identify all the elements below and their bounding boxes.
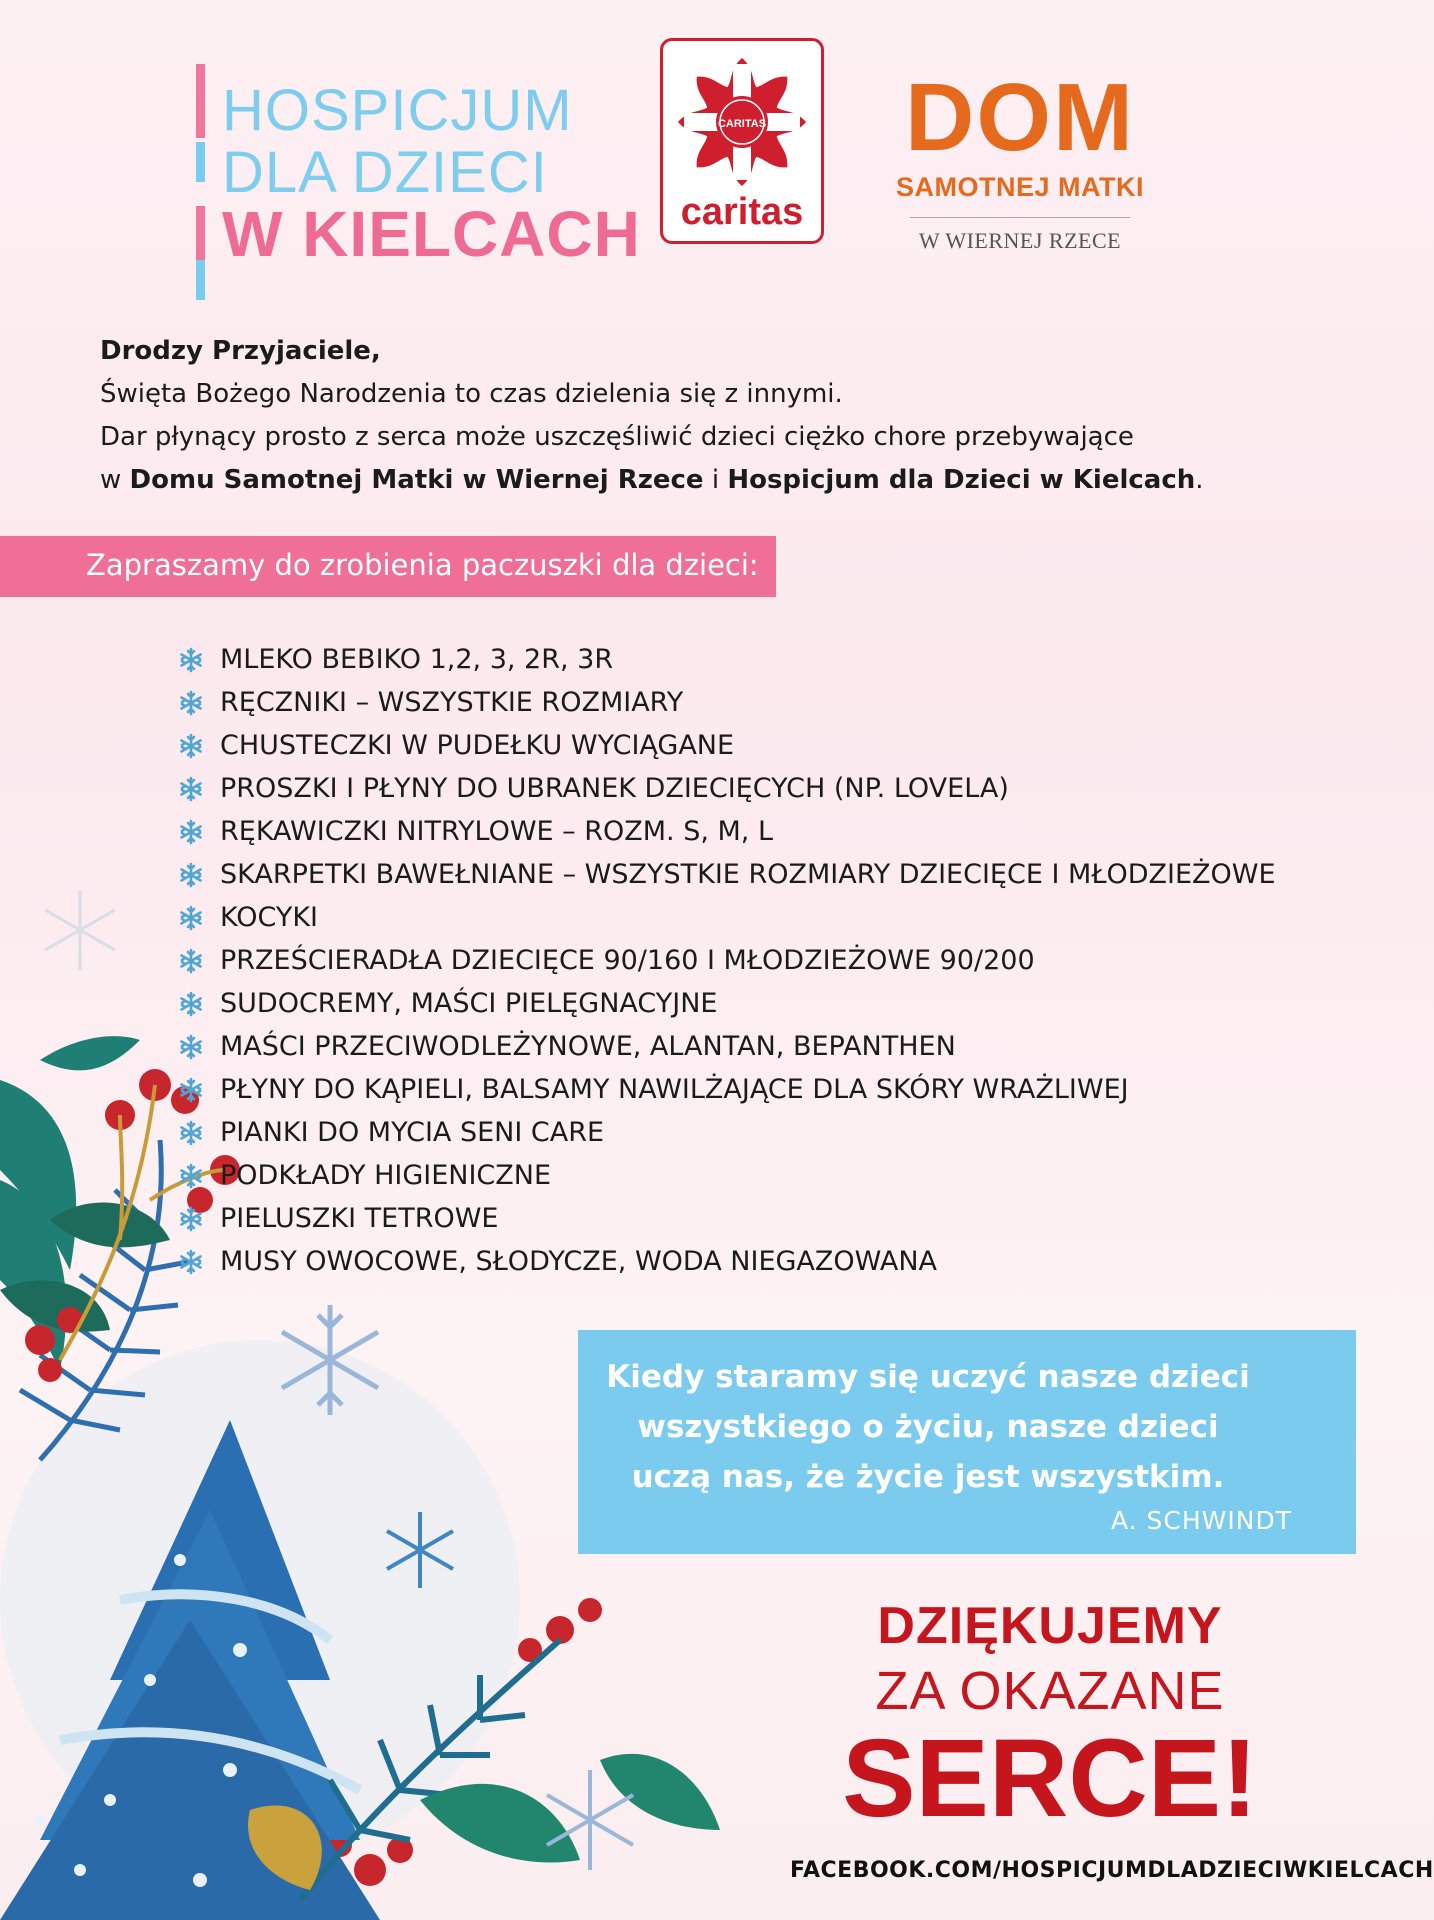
hospicjum-line-3: W KIELCACH	[222, 198, 641, 270]
snowflake-icon	[45, 890, 115, 970]
list-item	[178, 982, 1276, 1025]
list-item	[178, 681, 1276, 724]
invite-banner-text: Zapraszamy do zrobienia paczuszki dla dzieci:	[86, 548, 759, 582]
list-item-text: PROSZKI I PŁYNY DO UBRANEK DZIECIĘCYCH (NP. LOVELA)	[220, 773, 1009, 804]
intro-bold-hospicjum: Hospicjum dla Dzieci w Kielcach	[727, 465, 1196, 495]
list-item	[178, 1240, 1276, 1283]
hospicjum-line-2: DLA DZIECI	[222, 140, 548, 205]
intro-line-3	[100, 459, 1300, 502]
snowflake-bullet-icon	[178, 647, 204, 673]
dom-samotnej-matki-logo	[870, 64, 1170, 254]
thanks-line-3: SERCE!	[842, 1717, 1258, 1840]
intro-line-3-suffix: .	[1195, 465, 1204, 495]
logo-bar	[196, 64, 205, 138]
list-item	[178, 939, 1276, 982]
snowflake-bullet-icon	[178, 862, 204, 888]
thanks-line-1: DZIĘKUJEMY	[877, 1597, 1223, 1655]
list-item-text: PIELUSZKI TETROWE	[220, 1203, 499, 1234]
snowflake-bullet-icon	[178, 948, 204, 974]
thanks-message	[840, 1597, 1260, 1840]
list-item-text: MUSY OWOCOWE, SŁODYCZE, WODA NIEGAZOWANA	[220, 1246, 938, 1277]
caritas-cross-icon	[675, 55, 809, 189]
snowflake-bullet-icon	[178, 776, 204, 802]
snowflake-bullet-icon	[178, 1077, 204, 1103]
snowflake-bullet-icon	[178, 1206, 204, 1232]
greeting: Drodzy Przyjaciele,	[100, 336, 381, 366]
snowflake-bullet-icon	[178, 819, 204, 845]
snowflake-bullet-icon	[178, 905, 204, 931]
list-item-text: RĘKAWICZKI NITRYLOWE – ROZM. S, M, L	[220, 816, 774, 847]
thanks-line-2: ZA OKAZANE	[875, 1661, 1225, 1721]
list-item	[178, 810, 1276, 853]
dom-line-1: DOM	[905, 64, 1135, 171]
logo-bar	[196, 260, 205, 300]
list-item	[178, 767, 1276, 810]
caritas-name: caritas	[680, 191, 804, 233]
snowflake-bullet-icon	[178, 1120, 204, 1146]
quote-line-1: Kiedy staramy się uczyć nasze dzieci	[606, 1359, 1250, 1395]
intro-line-3-prefix: w	[100, 465, 130, 495]
list-item-text: SKARPETKI BAWEŁNIANE – WSZYSTKIE ROZMIARY DZIECIĘCE I MŁODZIEŻOWE	[220, 859, 1276, 890]
list-item-text: KOCYKI	[220, 902, 319, 933]
list-item	[178, 1154, 1276, 1197]
list-item-text: PRZEŚCIERADŁA DZIECIĘCE 90/160 I MŁODZIEŻOWE 90/200	[220, 945, 1035, 976]
snowflake-bullet-icon	[178, 733, 204, 759]
list-item-text: MLEKO BEBIKO 1,2, 3, 2R, 3R	[220, 644, 614, 675]
list-item	[178, 1197, 1276, 1240]
list-item-text: MAŚCI PRZECIWODLEŻYNOWE, ALANTAN, BEPANTHEN	[220, 1031, 956, 1062]
hospicjum-line-1: HOSPICJUM	[222, 78, 573, 143]
donation-list	[178, 638, 1276, 1283]
list-item-text: PODKŁADY HIGIENICZNE	[220, 1160, 552, 1191]
caritas-logo	[660, 38, 824, 244]
quote-box	[578, 1330, 1356, 1554]
list-item	[178, 853, 1276, 896]
list-item	[178, 1068, 1276, 1111]
quote-line-3: uczą nas, że życie jest wszystkim.	[631, 1459, 1225, 1495]
invite-banner	[0, 536, 776, 597]
list-item-text: SUDOCREMY, MAŚCI PIELĘGNACYJNE	[220, 988, 718, 1019]
dom-line-2: SAMOTNEJ MATKI	[896, 172, 1144, 202]
intro-text	[100, 330, 1300, 502]
list-item-text: CHUSTECZKI W PUDEŁKU WYCIĄGANE	[220, 730, 735, 761]
quote-line-2: wszystkiego o życiu, nasze dzieci	[637, 1409, 1219, 1445]
intro-line-2: Dar płynący prosto z serca może uszczęśliwić dzieci ciężko chore przebywające	[100, 422, 1134, 452]
quote-text	[578, 1352, 1278, 1502]
logo-bar	[196, 142, 205, 182]
list-item	[178, 638, 1276, 681]
snowflake-bullet-icon	[178, 991, 204, 1017]
snowflake-bullet-icon	[178, 1034, 204, 1060]
list-item-text: PŁYNY DO KĄPIELI, BALSAMY NAWILŻAJĄCE DLA SKÓRY WRAŻLIWEJ	[220, 1074, 1129, 1105]
facebook-link[interactable]: FACEBOOK.COM/HOSPICJUMDLADZIECIWKIELCACH	[790, 1858, 1434, 1883]
list-item	[178, 896, 1276, 939]
intro-bold-dom: Domu Samotnej Matki w Wiernej Rzece	[129, 465, 704, 495]
list-item	[178, 1025, 1276, 1068]
intro-line-3-mid: i	[703, 465, 728, 495]
list-item	[178, 1111, 1276, 1154]
intro-line-1: Święta Bożego Narodzenia to czas dzielenia się z innymi.	[100, 379, 843, 409]
quote-author: A. SCHWINDT	[1111, 1506, 1292, 1535]
list-item-text: PIANKI DO MYCIA SENI CARE	[220, 1117, 605, 1148]
caritas-ring-text: CARITAS	[717, 118, 767, 130]
list-item	[178, 724, 1276, 767]
snowflake-bullet-icon	[178, 1249, 204, 1275]
dom-line-3: W WIERNEJ RZECE	[910, 217, 1130, 254]
list-item-text: RĘCZNIKI – WSZYSTKIE ROZMIARY	[220, 687, 684, 718]
snowflake-bullet-icon	[178, 690, 204, 716]
snowflake-bullet-icon	[178, 1163, 204, 1189]
